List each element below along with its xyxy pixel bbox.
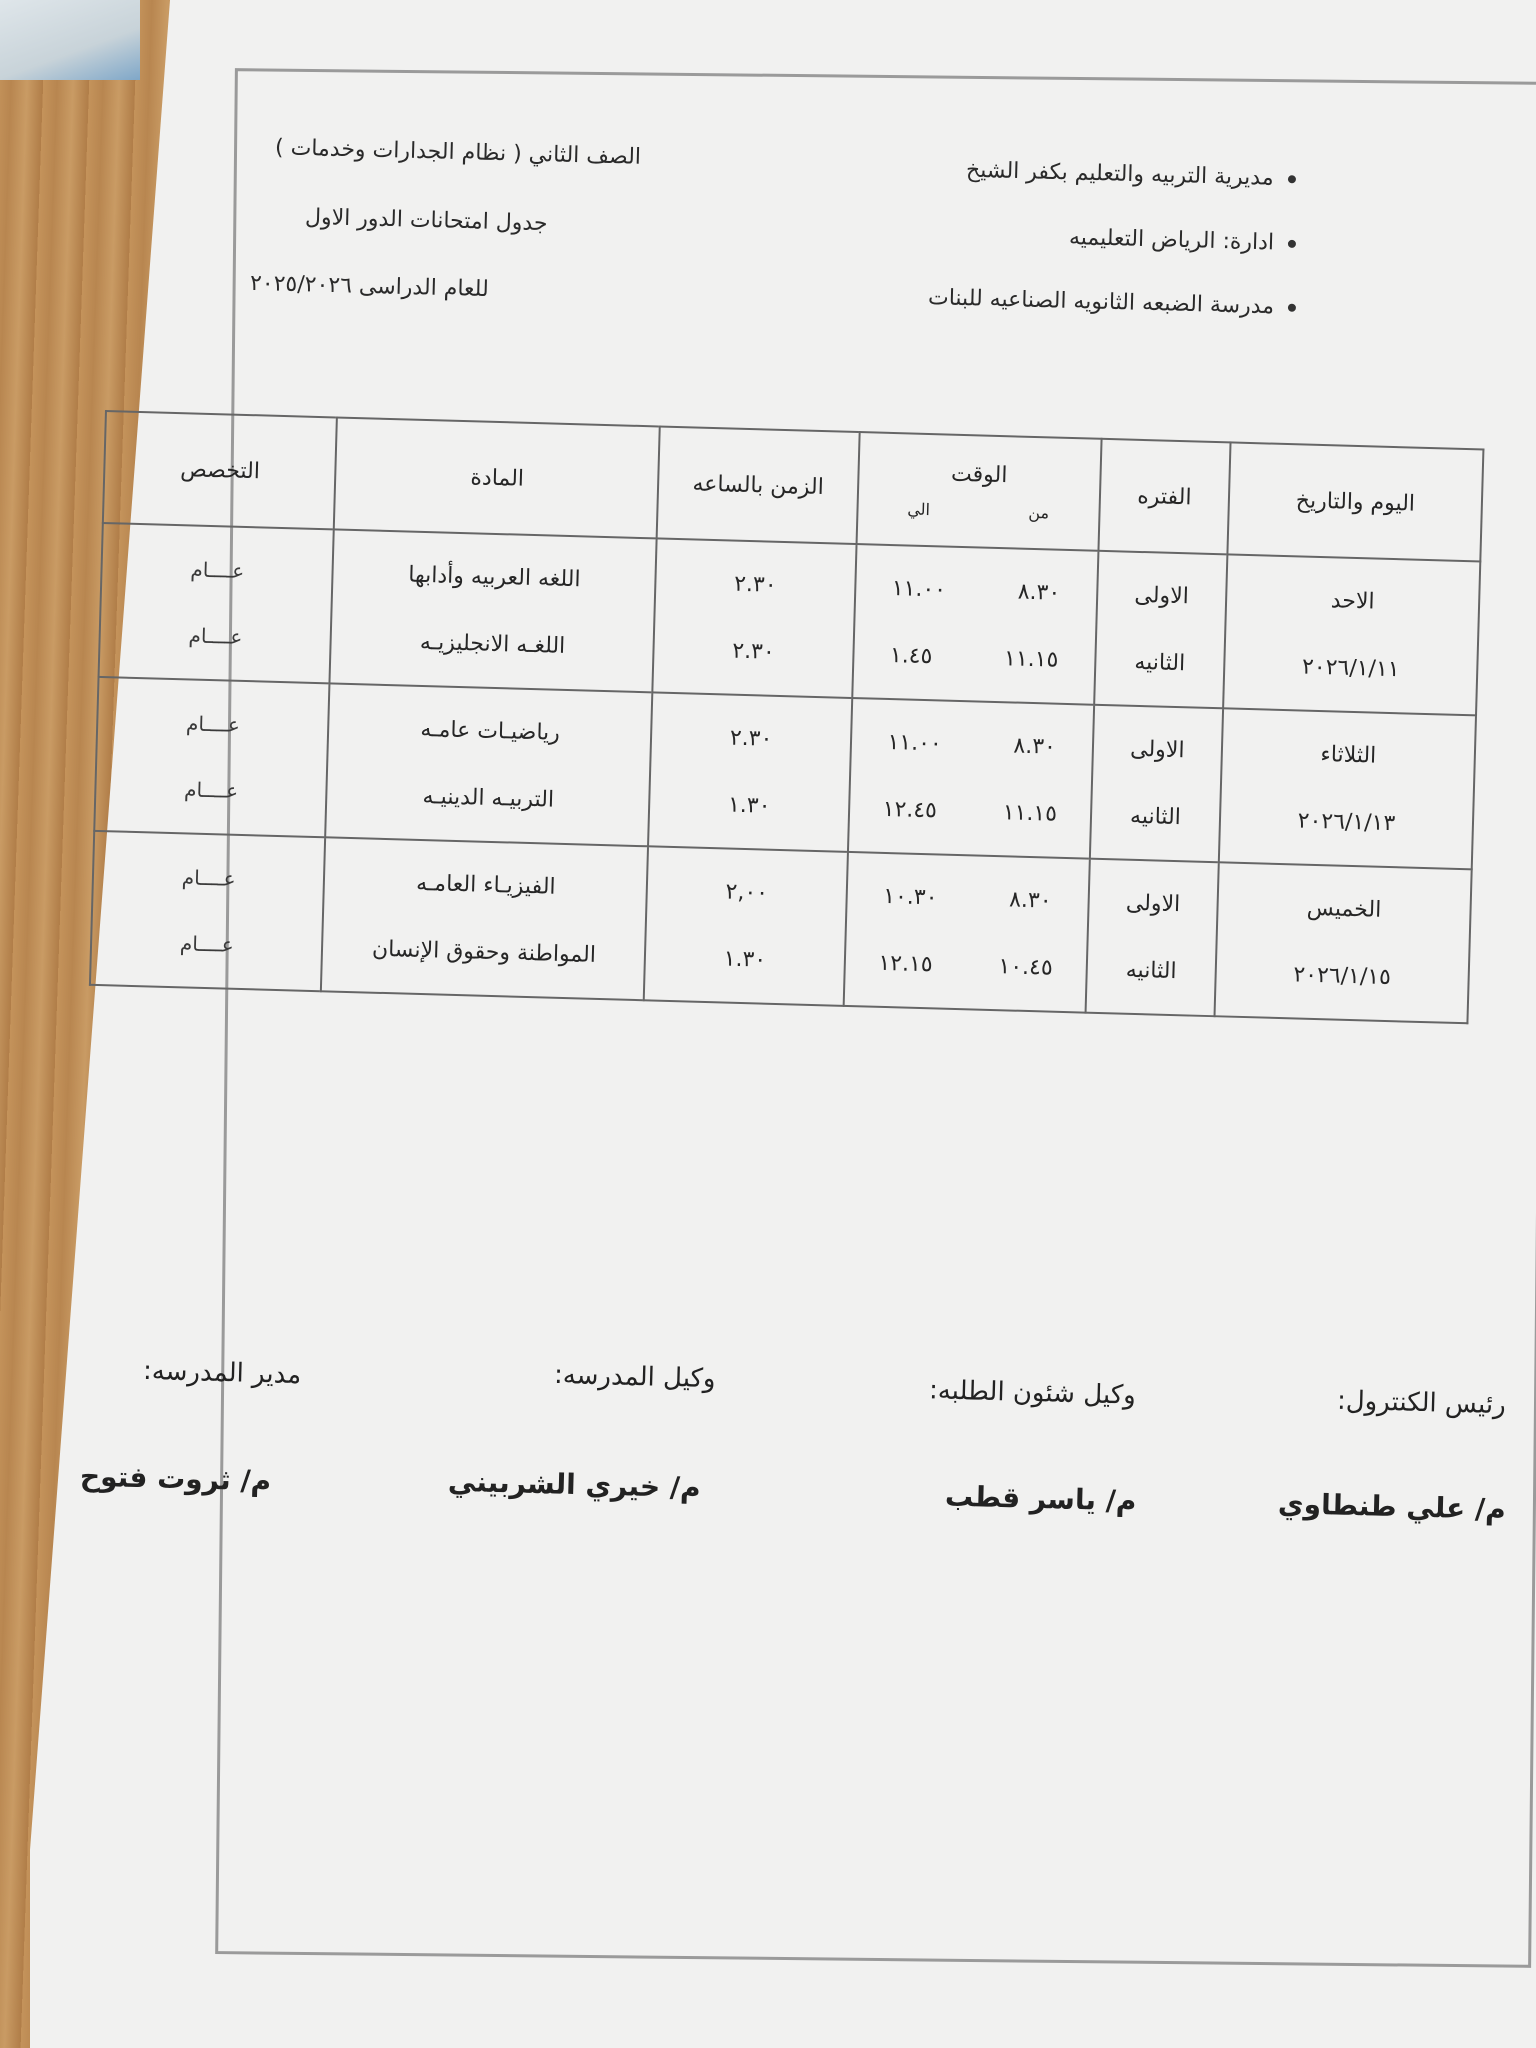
day-text: الثلاثاء <box>1320 742 1377 769</box>
header-period: الفتره <box>1098 439 1230 555</box>
time-to: ١٢.١٥ <box>878 950 933 978</box>
specialization-cell <box>90 831 326 991</box>
header-time <box>856 432 1101 551</box>
period-text: الثانيه <box>1134 649 1186 677</box>
period-text: الثانيه <box>1129 803 1182 831</box>
time-from: ٨.٣٠ <box>1017 579 1061 606</box>
time-from: ١٠.٤٥ <box>998 954 1054 981</box>
day-date-cell <box>1215 862 1472 1023</box>
subject-text: التربيـه الدينيـه <box>422 784 555 813</box>
day-text: الخميس <box>1306 895 1382 923</box>
time-to: ١٠.٣٠ <box>882 883 938 911</box>
duration-text: ٢.٣٠ <box>731 638 776 665</box>
spec-text: عــــام <box>179 931 235 957</box>
time-from: ٨.٣٠ <box>1008 887 1052 914</box>
time-to: ١٢.٤٥ <box>882 796 938 824</box>
day-text: الاحد <box>1330 588 1375 615</box>
student-affairs-title: وكيل شئون الطلبه: <box>928 1375 1137 1411</box>
control-head-name: م/ علي طنطاوي <box>1277 1487 1507 1526</box>
school-principal-name: م/ ثروت فتوح <box>79 1459 272 1498</box>
period-text: الاولى <box>1125 890 1181 918</box>
control-head-title: رئيس الكنترول: <box>1336 1385 1507 1421</box>
duration-text: ١.٣٠ <box>727 792 771 819</box>
duration-text: ٢.٣٠ <box>733 571 777 598</box>
desk-objects <box>0 0 140 80</box>
date-text: ٢٠٢٦/١/١٣ <box>1297 808 1396 837</box>
subject-cell <box>326 683 653 846</box>
period-text: الاولى <box>1134 582 1190 610</box>
bullet-icon <box>1288 175 1296 183</box>
bullet-icon <box>1288 304 1296 312</box>
time-cell <box>848 698 1094 859</box>
exam-schedule-sheet <box>30 0 1536 2048</box>
duration-text: ٢.٣٠ <box>729 725 773 752</box>
period-cell <box>1085 859 1218 1017</box>
subject-text: اللغـه الانجليزيـه <box>419 629 566 659</box>
time-from: ١١.١٥ <box>1002 800 1058 827</box>
school-text: مدرسة الضبعه الثانويه الصناعيه للبنات <box>927 285 1275 320</box>
day-date-cell <box>1223 554 1480 715</box>
school-deputy-title: وكيل المدرسه: <box>554 1359 717 1395</box>
period-cell <box>1094 551 1227 709</box>
bullet-icon <box>1288 240 1296 248</box>
specialization-cell <box>99 523 335 683</box>
spec-text: عــــام <box>190 557 245 583</box>
school-principal-title: مدير المدرسه: <box>142 1355 302 1391</box>
header-academic-year: للعام الدراسى ٢٠٢٥/٢٠٢٦ <box>249 270 490 303</box>
header-duration: الزمن بالساعه <box>657 427 859 545</box>
specialization-cell <box>94 677 330 837</box>
time-cell <box>852 544 1098 705</box>
time-from: ١١.١٥ <box>1003 646 1059 673</box>
time-from: ٨.٣٠ <box>1013 733 1057 760</box>
subject-text: رياضيـات عامـه <box>420 716 561 746</box>
administration-text: ادارة: الرياض التعليميه <box>1068 225 1275 256</box>
spec-text: عــــام <box>183 777 239 803</box>
date-text: ٢٠٢٦/١/١٥ <box>1293 962 1392 991</box>
header-day-date: اليوم والتاريخ <box>1227 442 1483 561</box>
subject-text: الفيزيـاء العامـه <box>415 870 556 900</box>
duration-cell <box>644 846 847 1006</box>
directorate-text: مديرية التربيه والتعليم بكفر الشيخ <box>966 157 1275 191</box>
student-affairs-name: م/ ياسر قطب <box>944 1479 1137 1518</box>
period-text: الاولى <box>1129 736 1185 764</box>
duration-text: ٢,٠٠ <box>725 879 769 906</box>
subject-text: المواطنة وحقوق الإنسان <box>371 936 597 968</box>
header-subject: المادة <box>334 417 660 538</box>
spec-text: عــــام <box>185 711 241 737</box>
spec-text: عــــام <box>188 623 243 649</box>
subject-text: اللغه العربيه وأدابها <box>408 562 581 593</box>
header-specialization: التخصص <box>103 411 338 529</box>
to-label: الي <box>907 499 931 520</box>
from-label: من <box>1028 502 1050 523</box>
subject-cell <box>330 529 657 692</box>
date-text: ٢٠٢٦/١/١١ <box>1301 654 1400 683</box>
duration-cell <box>653 538 856 698</box>
time-label: الوقت <box>950 461 1008 489</box>
duration-text: ١.٣٠ <box>723 946 767 973</box>
exam-schedule-table <box>89 410 1485 1024</box>
time-to: ١١.٠٠ <box>891 576 947 603</box>
spec-text: عــــام <box>181 865 236 891</box>
header-grade: الصف الثاني ( نظام الجدارات وخدمات ) <box>274 135 642 170</box>
duration-cell <box>648 692 851 852</box>
header-schedule-title: جدول امتحانات الدور الاول <box>304 204 548 237</box>
school-deputy-name: م/ خيري الشربيني <box>447 1464 702 1505</box>
time-cell <box>843 852 1089 1013</box>
time-to: ١١.٠٠ <box>887 729 943 757</box>
period-text: الثانيه <box>1125 957 1177 985</box>
day-date-cell <box>1219 708 1476 869</box>
subject-cell <box>321 837 648 1000</box>
time-to: ١.٤٥ <box>889 643 933 670</box>
period-cell <box>1090 705 1223 863</box>
